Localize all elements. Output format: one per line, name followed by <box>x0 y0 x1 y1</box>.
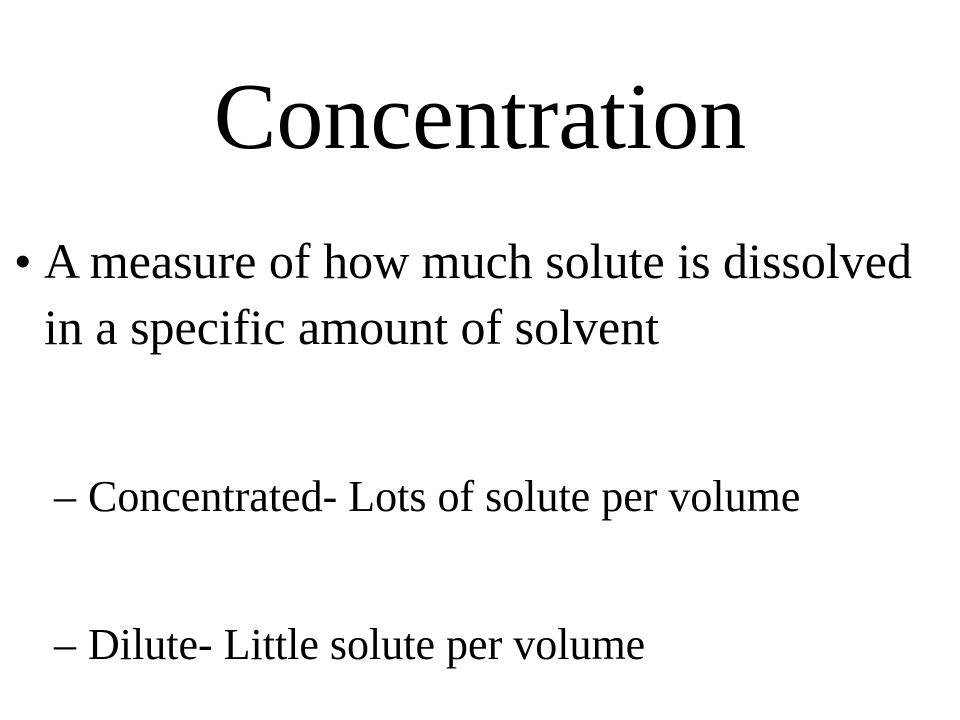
bullet-text: A measure of how much solute is dissolved in a specific amount of solvent <box>44 233 912 355</box>
sub-bullet-text: Concentrated- Lots of solute per volume <box>88 472 801 521</box>
bullet-marker: • <box>14 233 32 289</box>
sub-bullet-text: Dilute- Little solute per volume <box>88 620 646 669</box>
slide-title: Concentration <box>213 65 747 169</box>
sub-bullet-marker: – <box>54 620 76 669</box>
sub-bullet-item-dilute <box>40 618 920 672</box>
sub-bullet-marker: – <box>54 472 76 521</box>
sub-bullet-item-concentrated <box>40 470 920 524</box>
bullet-item <box>14 228 934 360</box>
